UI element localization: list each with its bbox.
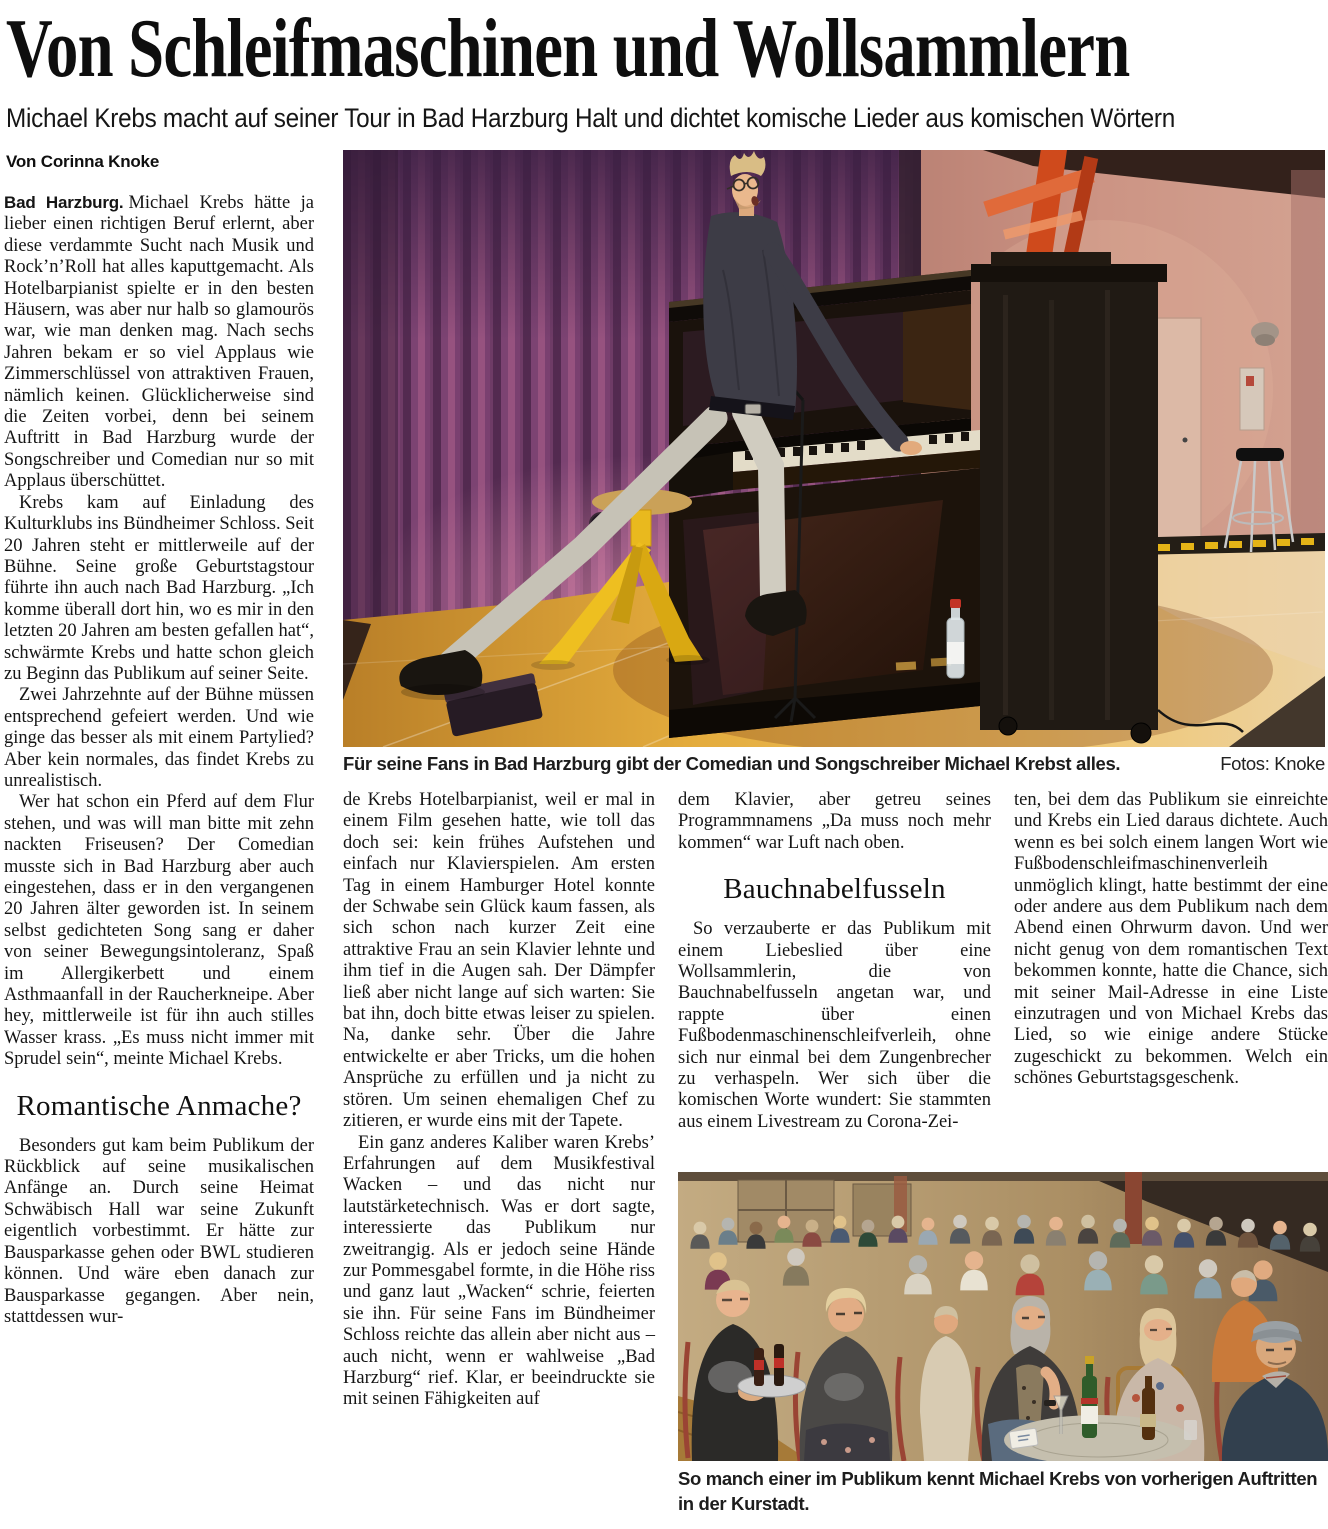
piano-caster bbox=[999, 717, 1017, 735]
stage-photo bbox=[343, 150, 1325, 747]
article-paragraph: ten, bei dem das Publikum sie einreichte und Krebs ein Lied daraus dichtete. Auch wenn es bei solch einem langen Wort wie Fußbodenschleifmaschinenverleih unmöglich klingt, hatte bestimmt der eine oder andere aus dem Publikum nach dem Abend einen Ohrwurm davon. Und wer nicht genug von dem romantischen Text bekommen konnte, hatte die Chance, sich mit seiner Mail-Adresse in eine Liste einzutragen und von Michael Krebs das Lied, so wie einige andere Stücke zugeschickt zu bekommen. Welch ein schönes Geburtstagsgeschenk. bbox=[1014, 790, 1328, 1089]
audience-photo bbox=[678, 1172, 1328, 1461]
article-column-4 bbox=[1014, 790, 1328, 1210]
article-byline: Von Corinna Knoke bbox=[6, 152, 160, 171]
dateline: Bad Harzburg. bbox=[4, 193, 124, 212]
table-card bbox=[1009, 1428, 1038, 1449]
subheadline-text: Michael Krebs macht auf seiner Tour in Bad Harzburg Halt und dichtet komische Lieder aus komischen Wörtern bbox=[6, 103, 1175, 133]
article-subhead-romantische-anmache: Romantische Anmache? bbox=[16, 1089, 302, 1122]
audience-photo-scene bbox=[678, 1172, 1328, 1461]
piano-caster bbox=[1131, 723, 1151, 743]
article-column-2 bbox=[343, 790, 655, 1529]
article-column-1 bbox=[4, 192, 314, 1529]
headline-text: Von Schleifmaschinen und Wollsammlern bbox=[6, 2, 1130, 95]
article-paragraph: dem Klavier, aber getreu seines Programmnamens „Da muss noch mehr kommen“ war Luft nach oben. bbox=[678, 790, 991, 853]
stage-photo-caption bbox=[343, 751, 1325, 776]
article-paragraph: Bad Harzburg. Michael Krebs hätte ja lieber einen richtigen Beruf erlernt, aber diese verdammte Sucht nach Musik und Rock’n’Roll hat alles kaputtgemacht. Als Hotelbarpianist spielte er in den besten Häusern, was aber nur halb so glamourös war, wie man denken mag. Nach sechs Jahren bekam er so viel Applaus wie Zimmerschlüssel von attraktiven Frauen, nämlich keinen. Glücklicherweise sind die Zeiten vorbei, denn bei seinem Auftritt in Bad Harzburg wurde der Songschreiber und Comedian nur so mit Applaus überschüttet. bbox=[4, 193, 314, 492]
drinking-glass bbox=[1184, 1420, 1197, 1440]
performer-hand bbox=[900, 441, 922, 455]
article-paragraph: Krebs kam auf Einladung des Kulturklubs ins Bündheimer Schloss. Seit 20 Jahren steht er mittlerweile auf der Bühne. Seine große Geburtstagstour führte ihn auch nach Bad Harzburg. „Ich komme überall dort hin, wo es mir in den letzten 20 Jahren am besten gefallen hat“, schwärmte Krebs und hatte schon gleich zu Beginn das Publikum auf seiner Seite. bbox=[4, 492, 314, 684]
piano-pedal bbox=[896, 661, 916, 670]
article-subhead-bauchnabelfusseln: Bauchnabelfusseln bbox=[723, 873, 946, 906]
article-headline bbox=[6, 0, 1326, 100]
photo-credit: Fotos: Knoke bbox=[1220, 753, 1325, 774]
article-paragraph: Wer hat schon ein Pferd auf dem Flur stehen, und was will man bitte mit zehn nackten Friseusen? Der Comedian musste sich in Bad Harzburg aber auch eingestehen, dass er in den vergangenen 20 Jahren älter geworden ist. In seinem selbst gedichteten Song sang er daher von seiner Bewegungsintoleranz, Spaß im Allergikerbett und einem Asthmaanfall in der Raucherkneipe. Aber hey, mittlerweile ist für ihn auch stilles Wasser krass. „Es muss nicht immer mit Sprudel sein“, meinte Michael Krebs. bbox=[4, 792, 314, 1070]
article-paragraph: de Krebs Hotelbarpianist, weil er mal in einem Film gesehen hatte, wie toll das doch sei: kein frühes Aufstehen und einfach nur Klavierspielen. Am ersten Tag in einem Hamburger Hotel konnte der Schwabe sein Glück kaum fassen, als sich schon nach kurzer Zeit eine attraktive Frau an sein Klavier lehnte und ihm tief in die Augen sah. Der Dämpfer ließ aber nicht lange auf sich warten: Sie bat ihn, doch bitte etwas leiser zu spielen. Na, danke sehr. Über die Jahre entwickelte er aber Tricks, um die hohen Ansprüche zu erfüllen und ja nicht zu stören. Um seinen ehemaligen Chef zu zitieren, er wurde eins mit der Tapete. bbox=[343, 790, 655, 1132]
audience-photo-caption: So manch einer im Publikum kennt Michael Krebs von vorherigen Auftritten in der Kurstadt. bbox=[678, 1468, 1318, 1514]
article-paragraph: Ein ganz anderes Kaliber waren Krebs’ Erfahrungen auf dem Musikfestival Wacken – und das nicht nur lautstärketechnisch. Was er dort sagte, interessierte das Publikum nur zweitrangig. Als er jedoch seine Hände zur Pommesgabel formte, in die Höhe riss und ganz laut „Wacken“ schrie, feierten sie ihn. Für seine Fans im Bündheimer Schloss reichte das allein aber nicht aus – auch nicht, wenn er wahlweise „Bad Harzburg“ rief. Klar, er beeindruckte sie mit seinen Fähigkeiten auf bbox=[343, 1132, 655, 1410]
article-paragraph: Zwei Jahrzehnte auf der Bühne müssen entsprechend gefeiert werden. Und wie ginge das besser als mit einem Partylied? Aber kein normales, das findet Krebs zu unrealistisch. bbox=[4, 685, 314, 791]
article-paragraph: So verzauberte er das Publikum mit einem Liebeslied über eine Wollsammlerin, die von Bauchnabelfusseln angetan war, und rappte über einen Fußbodenmaschinenschleifverleih, ohne sich nur einmal bei dem Zungenbrecher zu verhaspeln. Wer sich über die komischen Worte wundert: Sie stammten aus einem Livestream zu Corona-Zei- bbox=[678, 919, 991, 1132]
room-pillar bbox=[1125, 1172, 1142, 1244]
article-paragraph: Besonders gut kam beim Publikum der Rückblick auf seine musikalischen Anfänge an. Durch seine Heimat Schwäbisch Hall war seine Zukunft eigentlich vorbestimmt. Er hätte zur Bausparkasse gehen oder BWL studieren können. Und wäre eben danach zur Bausparkasse gegangen. Aber nein, stattdessen wur- bbox=[4, 1135, 314, 1327]
caption-text: Für seine Fans in Bad Harzburg gibt der Comedian und Songschreiber Michael Krebst alles. bbox=[343, 753, 1121, 774]
article-subheadline bbox=[6, 100, 1326, 140]
stage-photo-scene bbox=[343, 150, 1325, 747]
